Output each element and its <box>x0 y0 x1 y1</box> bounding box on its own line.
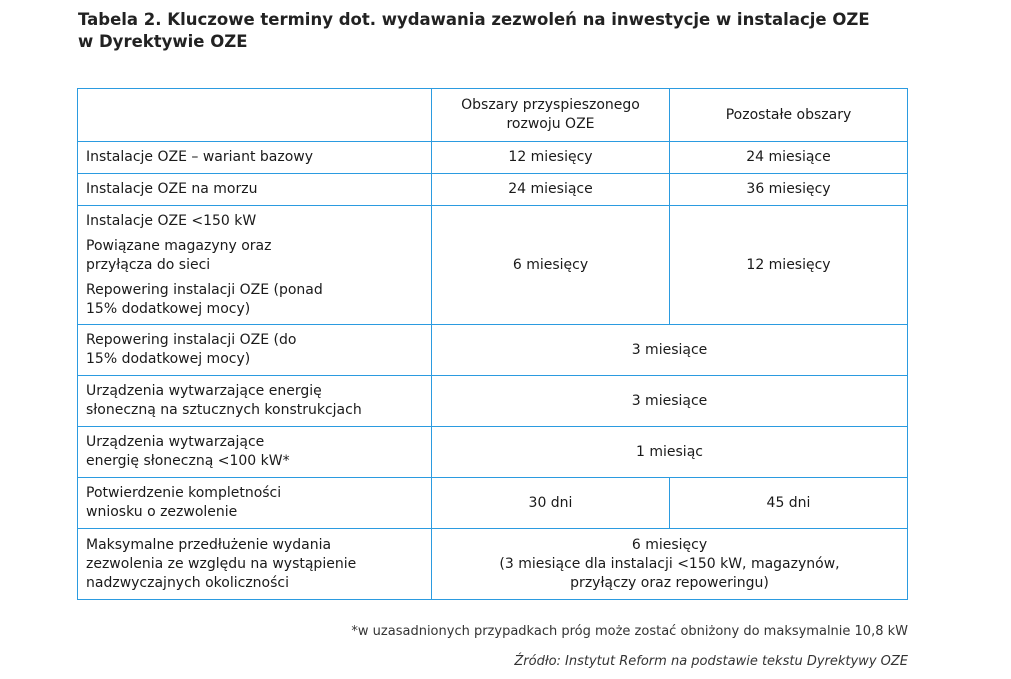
row-label: Instalacje OZE – wariant bazowy <box>78 142 432 174</box>
row-label-line: Potwierdzenie kompletności <box>86 485 282 501</box>
footnote: *w uzasadnionych przypadkach próg może zostać obniżony do maksymalnie 10,8 kW <box>351 624 908 639</box>
row-value-line: (3 miesiące dla instalacji <150 kW, magazynów, <box>499 555 840 572</box>
row-label-line: Powiązane magazyny oraz <box>86 237 272 254</box>
row-value-accelerated: 6 miesięcy <box>432 206 670 325</box>
table-row <box>78 529 908 600</box>
table-row <box>78 174 908 206</box>
header-col2-line2: rozwoju OZE <box>506 116 595 132</box>
row-label: Instalacje OZE na morzu <box>78 174 432 206</box>
row-value-line: przyłączy oraz repoweringu) <box>570 574 769 591</box>
row-label-line: słoneczną na sztucznych konstrukcjach <box>86 402 362 418</box>
row-label-line: 15% dodatkowej mocy) <box>86 300 251 317</box>
table-row <box>78 325 908 376</box>
header-other-areas: Pozostałe obszary <box>670 89 908 142</box>
permit-deadlines-table <box>77 88 908 600</box>
row-value-accelerated: 30 dni <box>432 478 670 529</box>
table-row <box>78 376 908 427</box>
row-label-line: Maksymalne przedłużenie wydania <box>86 536 332 553</box>
row-value-line: 6 miesięcy <box>631 536 708 553</box>
row-label-line: Urządzenia wytwarzające <box>86 434 265 450</box>
row-label-line: Urządzenia wytwarzające energię <box>86 383 322 399</box>
table-title-line-2: w Dyrektywie OZE <box>78 32 248 51</box>
row-label-line: Instalacje OZE <150 kW <box>86 212 257 229</box>
row-label-line: 15% dodatkowej mocy) <box>86 351 251 367</box>
row-label-line: nadzwyczajnych okoliczności <box>86 574 289 591</box>
row-value-merged <box>432 529 908 600</box>
row-label-line: Repowering instalacji OZE (ponad <box>86 281 323 298</box>
row-label <box>78 325 432 376</box>
row-value-accelerated: 12 miesięcy <box>432 142 670 174</box>
table-row <box>78 478 908 529</box>
row-label <box>78 206 432 325</box>
header-empty-cell <box>78 89 432 142</box>
table-row <box>78 142 908 174</box>
row-label-line: przyłącza do sieci <box>86 256 211 273</box>
table-row <box>78 206 908 325</box>
row-value-other: 24 miesiące <box>670 142 908 174</box>
row-label-line: zezwolenia ze względu na wystąpienie <box>86 555 357 572</box>
row-label <box>78 529 432 600</box>
row-label-line: energię słoneczną <100 kW* <box>86 453 290 469</box>
row-value-other: 12 miesięcy <box>670 206 908 325</box>
row-value-merged: 3 miesiące <box>432 376 908 427</box>
row-label <box>78 376 432 427</box>
row-value-other: 36 miesięcy <box>670 174 908 206</box>
row-label-line: wniosku o zezwolenie <box>86 504 238 520</box>
table-header-row <box>78 89 908 142</box>
table-row <box>78 427 908 478</box>
row-label-line: Repowering instalacji OZE (do <box>86 332 297 348</box>
header-col2-line1: Obszary przyspieszonego <box>461 97 640 113</box>
row-label <box>78 478 432 529</box>
table-title <box>78 9 958 53</box>
row-value-accelerated: 24 miesiące <box>432 174 670 206</box>
table-title-line-1: Tabela 2. Kluczowe terminy dot. wydawania zezwoleń na inwestycje w instalacje OZE <box>78 10 870 29</box>
header-accelerated-areas <box>432 89 670 142</box>
source-note: Źródło: Instytut Reform na podstawie tekstu Dyrektywy OZE <box>514 654 908 669</box>
row-value-merged: 1 miesiąc <box>432 427 908 478</box>
row-label <box>78 427 432 478</box>
row-value-merged: 3 miesiące <box>432 325 908 376</box>
row-value-other: 45 dni <box>670 478 908 529</box>
